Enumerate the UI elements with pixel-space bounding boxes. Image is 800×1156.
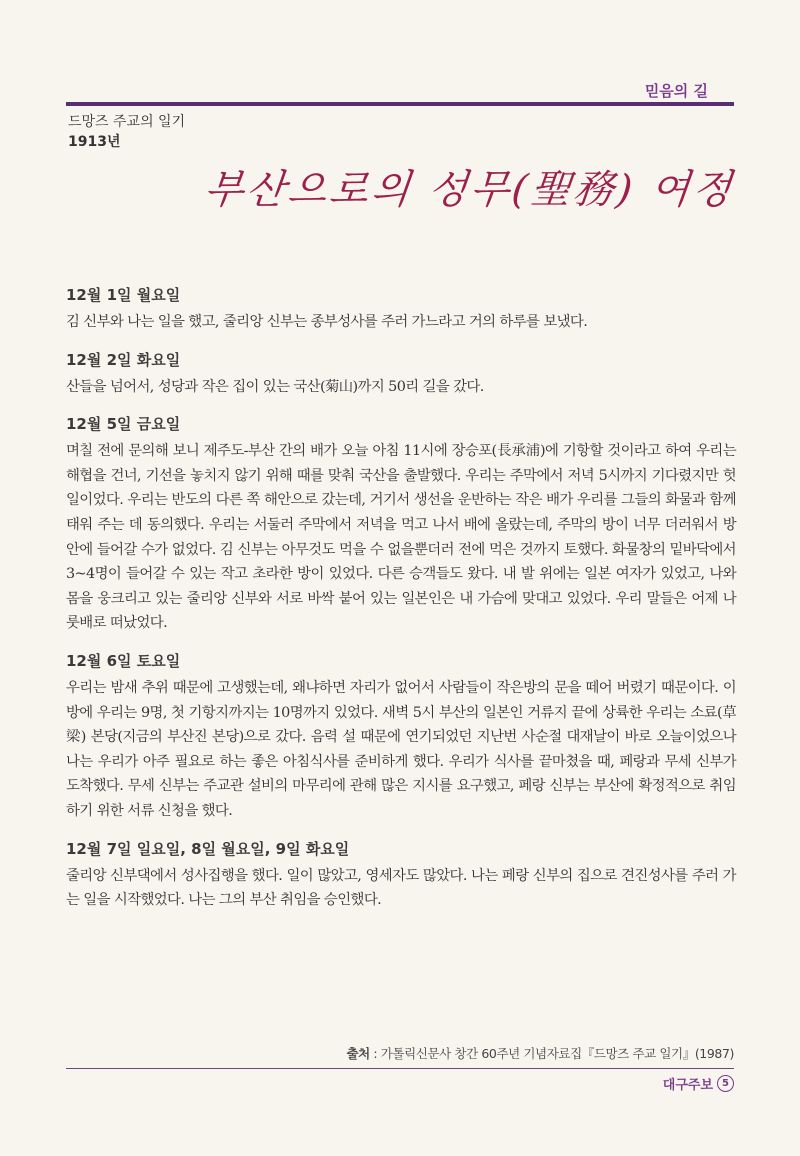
publication-name: 대구주보 — [662, 1078, 713, 1093]
bottom-divider — [66, 1068, 734, 1069]
section-label: 믿음의 길 — [644, 82, 708, 100]
source-label: 출처 — [346, 1046, 370, 1061]
entry-body: 산들을 넘어서, 성당과 작은 집이 있는 국산(菊山)까지 50리 길을 갔다. — [66, 378, 484, 395]
entry-body: 김 신부와 나는 일을 했고, 줄리앙 신부는 종부성사를 주러 가느라고 거의 하루를 보냈다. — [66, 314, 588, 330]
source-text: : 가톨릭신문사 창간 60주년 기념자료집『드망즈 주교 일기』(1987) — [369, 1046, 734, 1061]
page-footer — [663, 1074, 734, 1093]
entry-body: 우리는 밤새 추위 때문에 고생했는데, 왜냐하면 자리가 없어서 사람들이 작은방의 문을 떼어 버렸기 때문이다. 이 방에 우리는 9명, 첫 기항지까지는 10명까지 있었다. 새벽 5시 부산의 일본인 거류지 끝에 상륙한 우리는 소료(草梁) 본당(지금의 부산진 본당)으로 갔다. 음력 설 때문에 연기되었던 지난번 사순절 대재날이 바로 오늘이었으나 나는 우리가 아주 필요로 하는 좋은 아침식사를 준비하게 했다. 우리가 식사를 끝마쳤을 때, 페랑과 무세 신부가 도착했다. 무세 신부는 주교관 설비의 마무리에 관해 많은 지시를 요구했고, 페랑 신부는 부산에 확정적으로 취임하기 위한 서류 신청을 했다. — [66, 679, 736, 819]
entry-date: 12월 6일 토요일 — [66, 651, 181, 670]
diary-entry — [66, 349, 736, 400]
entry-date: 12월 7일 일요일, 8일 월요일, 9일 화요일 — [66, 839, 350, 858]
top-divider — [66, 102, 734, 106]
source-citation — [346, 1044, 734, 1062]
entry-date: 12월 5일 금요일 — [66, 415, 181, 434]
article-title: 부산으로의 성무(聖務) 여정 — [201, 167, 737, 213]
entry-date: 12월 1일 월요일 — [66, 286, 181, 304]
diary-entry — [66, 413, 736, 636]
diary-entry — [66, 838, 736, 913]
diary-entry — [66, 284, 736, 335]
diary-entries — [66, 284, 736, 927]
series-year: 1913년 — [68, 134, 121, 150]
series-title: 드망즈 주교의 일기 — [68, 114, 186, 130]
page-number: 5 — [717, 1075, 734, 1092]
entry-body: 줄리앙 신부댁에서 성사집행을 했다. 일이 많았고, 영세자도 많았다. 나는 페랑 신부의 집으로 견진성사를 주러 가는 일을 시작했었다. 나는 그의 부산 취임을 승인했다. — [66, 867, 736, 909]
series-heading — [68, 112, 185, 152]
entry-body: 며칠 전에 문의해 보니 제주도-부산 간의 배가 오늘 아침 11시에 장승포(長承浦)에 기항할 것이라고 하여 우리는 해협을 건너, 기선을 놓치지 않기 위해 때를 맞춰 국산을 출발했다. 우리는 주막에서 저녁 5시까지 기다렸지만 헛일이었다. 우리는 반도의 다른 쪽 해안으로 갔는데, 거기서 생선을 운반하는 작은 배가 우리를 그들의 화물과 함께 태워 주는 데 동의했다. 우리는 서둘러 주막에서 저녁을 먹고 나서 배에 올랐는데, 주막의 방이 너무 더러워서 방안에 들어갈 수가 없었다. 김 신부는 아무것도 먹을 수 없을뿐더러 전에 먹은 것까지 토했다. 화물창의 밑바닥에서 3~4명이 들어갈 수 있는 작고 초라한 방이 있었다. 다른 승객들도 왔다. 내 발 위에는 일본 여자가 있었고, 나와 몸을 웅크리고 있는 줄리앙 신부와 서로 바싹 붙어 있는 일본인은 내 가슴에 맞대고 있었다. 우리 말들은 어제 나룻배로 떠났었다. — [66, 443, 736, 632]
entry-date: 12월 2일 화요일 — [66, 350, 181, 369]
diary-entry — [66, 650, 736, 824]
